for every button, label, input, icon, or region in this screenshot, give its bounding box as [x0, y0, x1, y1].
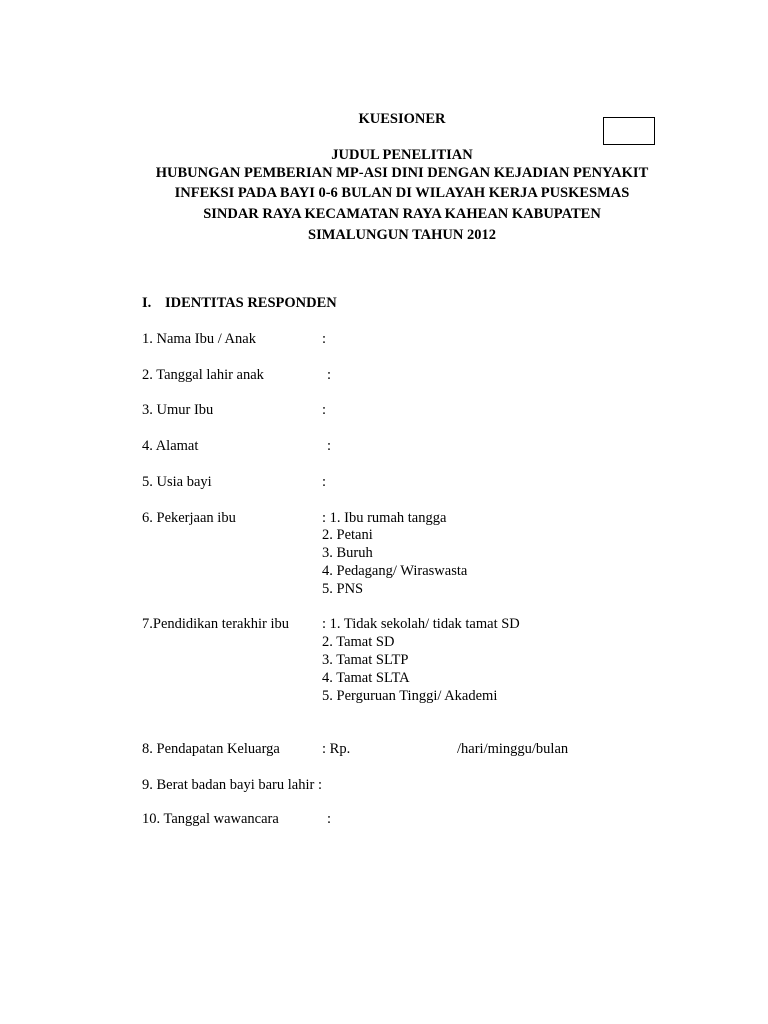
field-colon-address: :: [327, 438, 332, 454]
option-occupation-3: 3. Buruh: [322, 545, 373, 561]
option-education-4: 4. Tamat SLTA: [322, 670, 410, 686]
section-title: IDENTITAS RESPONDEN: [165, 295, 337, 311]
field-label-interview-date: 10. Tanggal wawancara: [142, 811, 279, 827]
field-label-occupation: 6. Pekerjaan ibu: [142, 510, 236, 526]
research-title-line-1: HUBUNGAN PEMBERIAN MP-ASI DINI DENGAN KEJADIAN PENYAKIT: [155, 165, 649, 181]
field-label-birthdate: 2. Tanggal lahir anak: [142, 367, 264, 383]
option-occupation-5: 5. PNS: [322, 581, 364, 597]
field-colon-interview-date: :: [327, 811, 332, 827]
field-suffix-income: /hari/minggu/bulan: [457, 741, 569, 757]
research-title-line-4: SIMALUNGUN TAHUN 2012: [308, 227, 496, 243]
field-label-income: 8. Pendapatan Keluarga: [142, 741, 280, 757]
field-label-address: 4. Alamat: [142, 438, 199, 454]
field-colon-baby-age: :: [322, 474, 327, 490]
option-education-3: 3. Tamat SLTP: [322, 652, 409, 668]
field-colon-birthdate: :: [327, 367, 332, 383]
field-value-income: : Rp.: [322, 741, 351, 757]
option-education-2: 2. Tamat SD: [322, 634, 395, 650]
field-label-name: 1. Nama Ibu / Anak: [142, 331, 256, 347]
field-label-birth-weight: 9. Berat badan bayi baru lahir :: [142, 777, 322, 793]
field-label-mother-age: 3. Umur Ibu: [142, 402, 214, 418]
option-education-5: 5. Perguruan Tinggi/ Akademi: [322, 688, 498, 704]
document-title: KUESIONER: [358, 111, 446, 127]
option-education-1: : 1. Tidak sekolah/ tidak tamat SD: [322, 616, 520, 632]
research-title-line-2: INFEKSI PADA BAYI 0-6 BULAN DI WILAYAH KERJA PUSKESMAS: [174, 185, 630, 201]
field-colon-name: :: [322, 331, 327, 347]
option-occupation-4: 4. Pedagang/ Wiraswasta: [322, 563, 468, 579]
field-label-education: 7.Pendidikan terakhir ibu: [142, 616, 289, 632]
document-subtitle: JUDUL PENELITIAN: [331, 147, 473, 163]
section-number: I.: [142, 295, 152, 311]
research-title-line-3: SINDAR RAYA KECAMATAN RAYA KAHEAN KABUPATEN: [203, 206, 601, 222]
field-label-baby-age: 5. Usia bayi: [142, 474, 212, 490]
option-occupation-2: 2. Petani: [322, 527, 373, 543]
option-occupation-1: : 1. Ibu rumah tangga: [322, 510, 447, 526]
field-colon-mother-age: :: [322, 402, 327, 418]
